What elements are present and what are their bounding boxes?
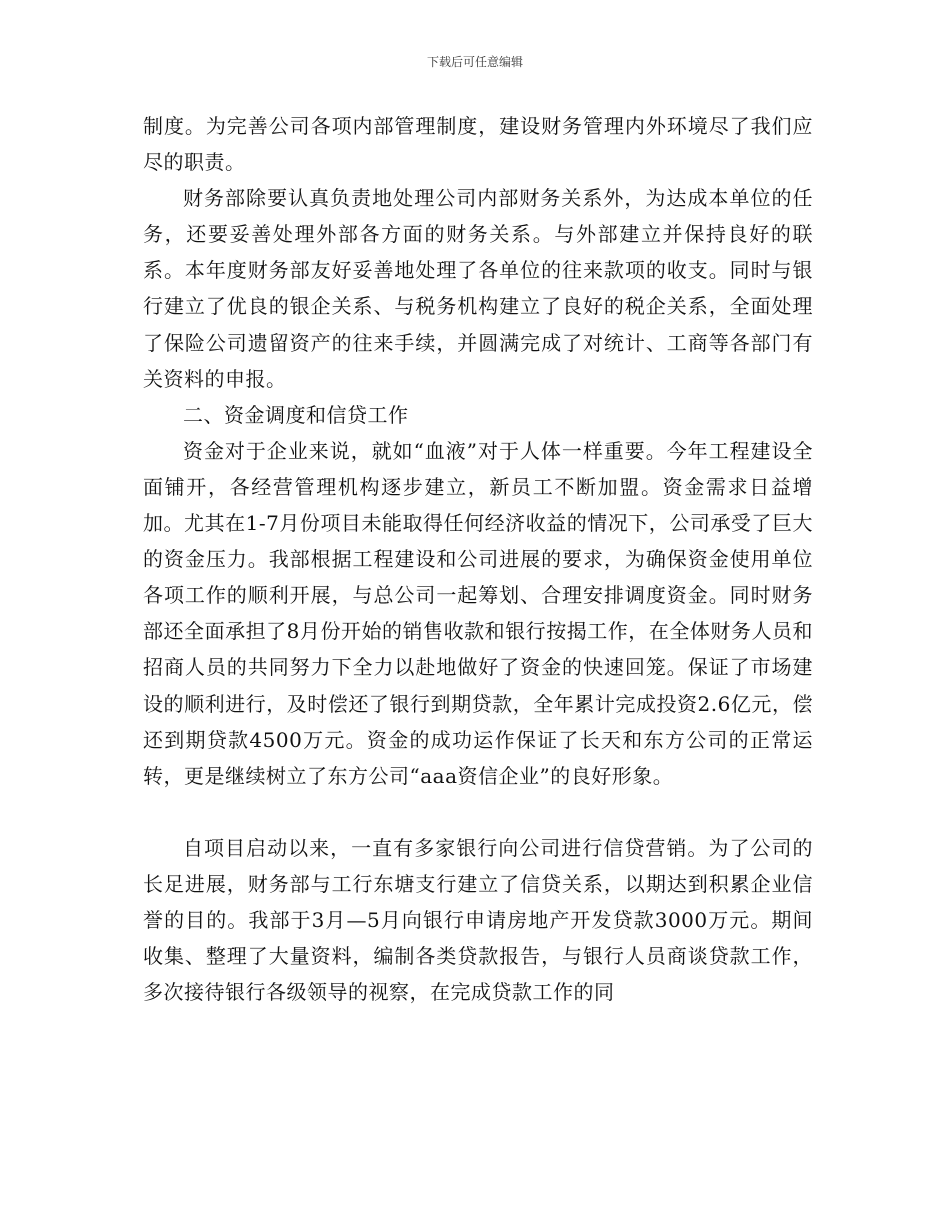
document-body	[143, 108, 813, 1010]
section-heading: 二、资金调度和信贷工作	[183, 402, 409, 427]
paragraph-credit: 自项目启动以来，一直有多家银行向公司进行信贷营销。为了公司的长足进展，财务部与工行东塘支行建立了信贷关系，以期达到积累企业信誉的目的。我部于3月—5月向银行申请房地产开发贷款3000万元。期间收集、整理了大量资料，编制各类贷款报告，与银行人员商谈贷款工作，多次接待银行各级领导的视察，在完成贷款工作的同	[143, 835, 813, 1005]
page-header: 下载后可任意编辑	[426, 55, 523, 69]
paragraph-funding: 资金对于企业来说，就如“血液”对于人体一样重要。今年工程建设全面铺开，各经营管理机构逐步建立，新员工不断加盟。资金需求日益增加。尤其在1-7月份项目未能取得任何经济收益的情况下，公司承受了巨大的资金压力。我部根据工程建设和公司进展的要求，为确保资金使用单位各项工作的顺利开展，与总公司一起筹划、合理安排调度资金。同时财务部还全面承担了8月份开始的销售收款和银行按揭工作，在全体财务人员和招商人员的共同努力下全力以赴地做好了资金的快速回笼。保证了市场建设的顺利进行，及时偿还了银行到期贷款，全年累计完成投资2.6亿元，偿还到期贷款4500万元。资金的成功运作保证了长天和东方公司的正常运转，更是继续树立了东方公司“aaa资信企业”的良好形象。	[143, 438, 813, 788]
paragraph-external-relations: 财务部除要认真负责地处理公司内部财务关系外，为达成本单位的任务，还要妥善处理外部各方面的财务关系。与外部建立并保持良好的联系。本年度财务部友好妥善地处理了各单位的往来款项的收支。同时与银行建立了优良的银企关系、与税务机构建立了良好的税企关系，全面处理了保险公司遗留资产的往来手续，并圆满完成了对统计、工商等各部门有关资料的申报。	[143, 186, 813, 391]
paragraph-continuation: 制度。为完善公司各项内部管理制度，建设财务管理内外环境尽了我们应尽的职责。	[143, 114, 813, 175]
